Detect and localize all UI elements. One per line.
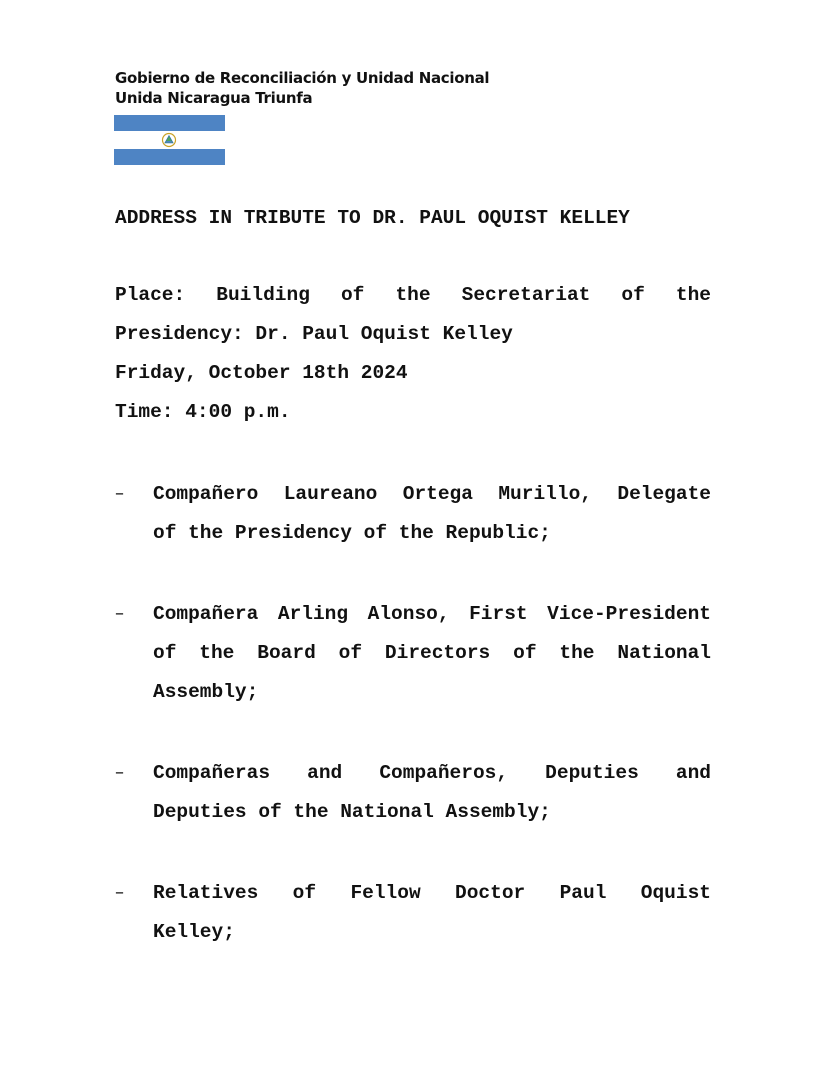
list-item — [115, 601, 711, 718]
government-name: Gobierno de Reconciliación y Unidad Nacional — [115, 69, 490, 87]
list-item-line: Compañeras and Compañeros, Deputies and — [153, 762, 711, 784]
list-item-line: Kelley; — [153, 921, 235, 943]
coat-of-arms-icon — [161, 132, 177, 148]
nicaragua-flag — [114, 115, 225, 165]
list-item — [115, 760, 711, 838]
list-item-line: of the Board of Directors of the National — [153, 642, 711, 664]
dash-bullet: – — [115, 882, 124, 903]
list-item-line: of the Presidency of the Republic; — [153, 522, 551, 544]
flag-top-stripe — [114, 115, 225, 131]
salutation-list — [115, 481, 711, 1000]
government-header — [115, 68, 489, 108]
list-item — [115, 880, 711, 958]
list-item-line: Assembly; — [153, 681, 259, 703]
dash-bullet: – — [115, 762, 124, 783]
place-line-2: Presidency: Dr. Paul Oquist Kelley — [115, 323, 513, 345]
list-item — [115, 481, 711, 559]
list-item-line: Compañera Arling Alonso, First Vice-President — [153, 603, 711, 625]
event-time: Time: 4:00 p.m. — [115, 401, 291, 423]
event-info — [115, 282, 711, 438]
dash-bullet: – — [115, 603, 124, 624]
list-item-line: Compañero Laureano Ortega Murillo, Delegate — [153, 483, 711, 505]
dash-bullet: – — [115, 483, 124, 504]
government-slogan: Unida Nicaragua Triunfa — [115, 89, 313, 107]
list-item-line: Deputies of the National Assembly; — [153, 801, 551, 823]
flag-bottom-stripe — [114, 149, 225, 165]
event-date: Friday, October 18th 2024 — [115, 362, 408, 384]
document-title: ADDRESS IN TRIBUTE TO DR. PAUL OQUIST KELLEY — [115, 207, 630, 229]
place-line-1: Place: Building of the Secretariat of the — [115, 284, 711, 306]
list-item-line: Relatives of Fellow Doctor Paul Oquist — [153, 882, 711, 904]
